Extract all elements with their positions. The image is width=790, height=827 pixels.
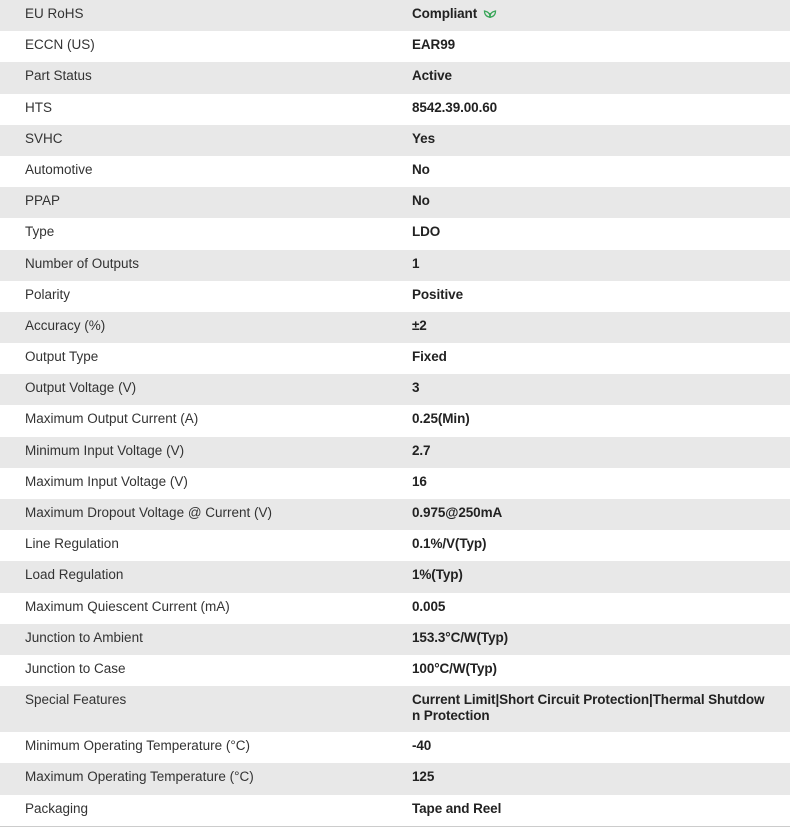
spec-value: Tape and Reel <box>412 800 502 816</box>
spec-value: Fixed <box>412 349 447 365</box>
table-row <box>0 156 790 187</box>
spec-label: Accuracy (%) <box>25 317 106 333</box>
spec-label: Minimum Input Voltage (V) <box>25 442 185 458</box>
spec-value <box>388 0 790 31</box>
table-row <box>0 655 790 686</box>
spec-label: Junction to Case <box>25 660 126 676</box>
spec-label: Junction to Ambient <box>25 629 143 645</box>
spec-value: 0.25(Min) <box>412 411 470 427</box>
table-row <box>0 250 790 281</box>
spec-value: No <box>412 161 430 177</box>
spec-label: SVHC <box>25 130 63 146</box>
spec-label: Packaging <box>25 800 89 816</box>
spec-label: Maximum Output Current (A) <box>25 411 199 427</box>
spec-label: Line Regulation <box>25 536 119 552</box>
table-row <box>0 795 790 826</box>
spec-label: HTS <box>25 99 52 115</box>
spec-value: 0.1%/V(Typ) <box>412 536 487 552</box>
table-row <box>0 187 790 218</box>
table-row <box>0 468 790 499</box>
table-row <box>0 405 790 436</box>
spec-label: Special Features <box>25 692 127 708</box>
table-row <box>0 437 790 468</box>
table-row <box>0 0 790 31</box>
spec-label: Output Voltage (V) <box>25 380 137 396</box>
table-row <box>0 218 790 249</box>
spec-value: 0.975@250mA <box>412 505 503 520</box>
spec-value: 3 <box>412 380 420 396</box>
spec-label: Load Regulation <box>25 567 124 583</box>
table-row <box>0 624 790 655</box>
spec-value: 0.005 <box>412 598 446 614</box>
spec-value: Current Limit|Short Circuit Protection|Thermal Shutdown Protection <box>412 692 765 724</box>
table-row <box>0 763 790 794</box>
table-row <box>0 31 790 62</box>
spec-value: EAR99 <box>412 37 456 53</box>
spec-label: EU RoHS <box>25 6 84 21</box>
spec-value: No <box>412 193 430 209</box>
rohs-value: Compliant <box>412 6 478 21</box>
table-row <box>0 530 790 561</box>
spec-label: ECCN (US) <box>25 37 95 53</box>
spec-label: Automotive <box>25 161 93 177</box>
table-row <box>0 499 790 530</box>
spec-value: Yes <box>412 130 435 146</box>
table-row <box>0 312 790 343</box>
spec-label: Maximum Dropout Voltage @ Current (V) <box>25 505 273 520</box>
table-row <box>0 593 790 624</box>
spec-label: Polarity <box>25 286 71 302</box>
table-row <box>0 343 790 374</box>
spec-label: Type <box>25 224 55 240</box>
spec-label: Part Status <box>25 68 92 84</box>
table-row <box>0 374 790 405</box>
spec-value: 100°C/W(Typ) <box>412 660 497 676</box>
spec-value: 1%(Typ) <box>412 567 463 583</box>
table-row <box>0 94 790 125</box>
spec-value: 1 <box>412 255 420 271</box>
spec-label: Maximum Operating Temperature (°C) <box>25 769 254 785</box>
spec-value: 153.3°C/W(Typ) <box>412 629 509 645</box>
table-row <box>0 281 790 312</box>
spec-label: Number of Outputs <box>25 255 140 271</box>
spec-label: Maximum Quiescent Current (mA) <box>25 598 230 614</box>
spec-value: 2.7 <box>412 442 431 458</box>
spec-value: 8542.39.00.60 <box>412 99 498 115</box>
spec-value: ±2 <box>412 317 427 333</box>
spec-label: Output Type <box>25 349 99 365</box>
spec-value: 125 <box>412 769 435 785</box>
spec-value: LDO <box>412 224 441 240</box>
table-row <box>0 686 790 732</box>
leaf-icon <box>483 7 497 19</box>
spec-value: 16 <box>412 473 427 489</box>
table-row <box>0 62 790 93</box>
spec-value: Active <box>412 68 452 84</box>
spec-value: -40 <box>412 738 432 754</box>
spec-label: PPAP <box>25 193 61 209</box>
spec-label: Maximum Input Voltage (V) <box>25 473 188 489</box>
table-row <box>0 732 790 763</box>
spec-value: Positive <box>412 286 463 302</box>
table-row <box>0 561 790 592</box>
table-row <box>0 125 790 156</box>
spec-label: Minimum Operating Temperature (°C) <box>25 738 250 754</box>
